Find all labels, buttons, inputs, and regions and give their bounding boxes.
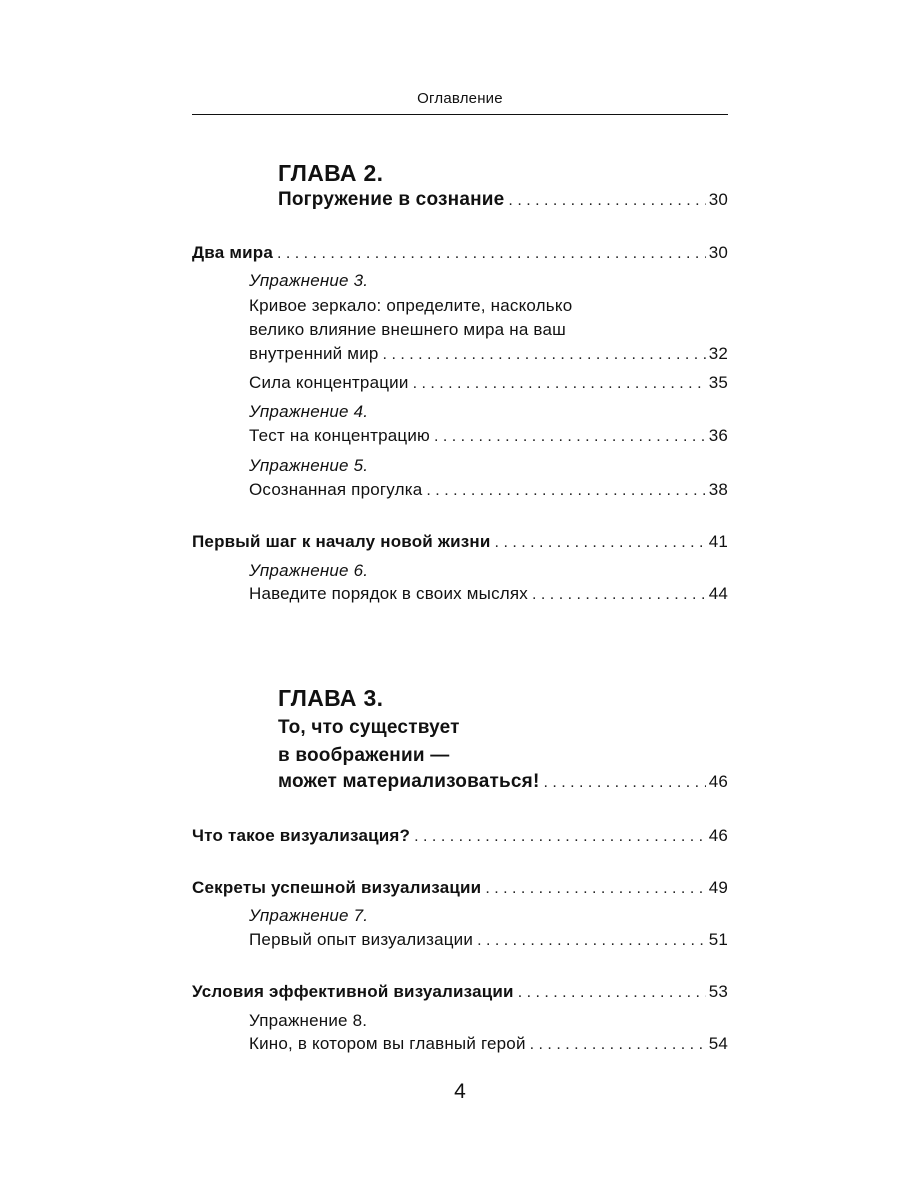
toc-entry-exercise-5[interactable] — [249, 480, 728, 500]
dot-leader — [277, 245, 706, 263]
running-head: Оглавление — [417, 90, 503, 107]
dot-leader — [543, 774, 705, 792]
toc-entry-label: Тест на концентрацию — [249, 426, 430, 445]
chapter-3-title-line-2: в воображении — — [278, 745, 450, 766]
toc-entry-label: Сила концентрации — [249, 373, 409, 392]
exercise-7-label: Упражнение 7. — [249, 906, 369, 925]
toc-entry-label: Погружение в сознание — [278, 189, 505, 210]
toc-entry-label: Первый шаг к началу новой жизни — [192, 532, 491, 551]
toc-entry-label: Что такое визуализация? — [192, 826, 411, 845]
toc-entry-label: Секреты успешной визуализации — [192, 878, 482, 897]
toc-entry-chapter-2[interactable] — [278, 189, 728, 211]
dot-leader — [413, 375, 706, 393]
toc-page-number: 44 — [708, 584, 728, 603]
exercise-3-title-line-1: Кривое зеркало: определите, насколько — [249, 296, 573, 315]
toc-page-number: 30 — [708, 190, 728, 209]
toc-entry-exercise-6[interactable] — [249, 584, 728, 604]
toc-entry-dva-mira[interactable] — [192, 243, 728, 263]
toc-entry-chapter-3[interactable] — [278, 771, 728, 793]
exercise-4-label: Упражнение 4. — [249, 402, 369, 421]
dot-leader — [530, 1036, 706, 1054]
exercise-3-title-line-2: велико влияние внешнего мира на ваш — [249, 320, 566, 339]
toc-entry-label: внутренний мир — [249, 344, 379, 363]
exercise-6-label: Упражнение 6. — [249, 561, 369, 580]
toc-entry-label: Кино, в котором вы главный герой — [249, 1034, 526, 1053]
dot-leader — [477, 932, 706, 950]
chapter-3-heading: ГЛАВА 3. — [278, 685, 384, 711]
toc-page-number: 38 — [708, 480, 728, 499]
exercise-5-label: Упражнение 5. — [249, 456, 369, 475]
dot-leader — [383, 346, 706, 364]
toc-page-number: 41 — [708, 532, 728, 551]
chapter-2-heading: ГЛАВА 2. — [278, 160, 384, 186]
exercise-8-label: Упражнение 8. — [249, 1011, 368, 1030]
toc-page-number: 54 — [708, 1034, 728, 1053]
toc-entry-sekrety-vizualizacii[interactable] — [192, 878, 728, 898]
dot-leader — [485, 880, 705, 898]
toc-entry-chto-takoe-vizualizaciya[interactable] — [192, 826, 728, 846]
toc-page-number: 35 — [708, 373, 728, 392]
toc-entry-exercise-4[interactable] — [249, 426, 728, 446]
toc-page-number: 36 — [708, 426, 728, 445]
toc-page-number: 32 — [708, 344, 728, 363]
toc-entry-usloviya-vizualizacii[interactable] — [192, 982, 728, 1002]
page-number: 4 — [454, 1080, 466, 1103]
chapter-3-title-line-1: То, что существует — [278, 717, 460, 738]
toc-entry-label: Два мира — [192, 243, 273, 262]
toc-entry-exercise-7[interactable] — [249, 930, 728, 950]
exercise-3-label: Упражнение 3. — [249, 271, 369, 290]
toc-entry-label: Первый опыт визуализации — [249, 930, 474, 949]
toc-entry-exercise-3[interactable] — [249, 344, 728, 364]
header-rule — [192, 114, 728, 115]
toc-page-number: 46 — [708, 826, 728, 845]
dot-leader — [532, 586, 706, 604]
dot-leader — [495, 534, 706, 552]
toc-entry-label: Наведите порядок в своих мыслях — [249, 584, 529, 603]
toc-entry-label: Условия эффективной визуализации — [192, 982, 514, 1001]
dot-leader — [518, 984, 706, 1002]
dot-leader — [426, 482, 705, 500]
toc-entry-sila-koncentracii[interactable] — [249, 373, 728, 393]
toc-page-number: 49 — [708, 878, 728, 897]
toc-entry-pervyj-shag[interactable] — [192, 532, 728, 552]
toc-entry-exercise-8[interactable] — [249, 1034, 728, 1054]
toc-page-number: 53 — [708, 982, 728, 1001]
dot-leader — [434, 428, 706, 446]
dot-leader — [508, 192, 705, 210]
toc-entry-label: может материализоваться! — [278, 771, 540, 792]
toc-entry-label: Осознанная прогулка — [249, 480, 423, 499]
toc-page-number: 30 — [708, 243, 728, 262]
dot-leader — [414, 828, 706, 846]
toc-page-number: 46 — [708, 772, 728, 791]
toc-page-number: 51 — [708, 930, 728, 949]
